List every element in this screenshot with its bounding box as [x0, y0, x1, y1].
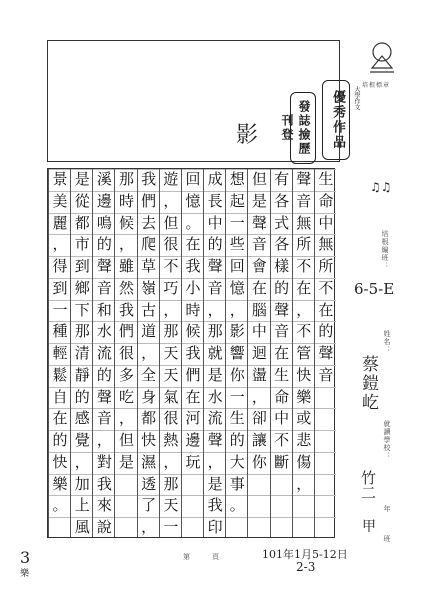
essay-char: 說 [96, 518, 112, 537]
essay-char: 是 [207, 474, 223, 493]
grid-cell [271, 474, 292, 496]
essay-char: 腦 [251, 300, 267, 319]
essay-char: 的 [96, 235, 112, 254]
grid-cell [49, 517, 70, 539]
essay-char: 加 [74, 474, 90, 493]
essay-char: ， [163, 452, 179, 471]
essay-char: 那 [119, 170, 135, 188]
essay-column [314, 169, 336, 537]
essay-char: 聲 [207, 431, 223, 450]
essay-char: 們 [119, 322, 135, 341]
essay-char: 中 [251, 322, 267, 341]
essay-char: 回 [185, 170, 201, 188]
essay-column [70, 169, 92, 537]
essay-char: 式 [274, 213, 290, 232]
essay-char: 不 [163, 257, 179, 276]
essay-char: 候 [119, 213, 135, 232]
essay-char: 大 [229, 452, 245, 471]
essay-char: 會 [251, 257, 267, 276]
essay-char: 的 [96, 365, 112, 384]
essay-char: 然 [119, 278, 135, 297]
essay-char: 樣 [274, 257, 290, 276]
essay-char: 聲 [207, 257, 223, 276]
essay-column [159, 169, 181, 537]
essay-char: 聲 [251, 213, 267, 232]
grid-cell [248, 474, 269, 496]
essay-char: 全 [141, 365, 157, 384]
essay-char: 上 [74, 496, 90, 515]
essay-char: ， [207, 300, 223, 319]
essay-char: 那 [207, 322, 223, 341]
essay-char: 到 [74, 257, 90, 276]
essay-char: 很 [119, 344, 135, 363]
essay-char: 那 [74, 322, 90, 341]
essay-char: 遊 [163, 170, 179, 188]
essay-char: 是 [119, 452, 135, 471]
essay-char: 無 [318, 235, 334, 254]
essay-char: 一 [229, 387, 245, 406]
grade-label: 年 [383, 505, 391, 513]
essay-column [270, 169, 292, 537]
essay-char: 命 [318, 191, 334, 210]
essay-char: 爬 [141, 235, 157, 254]
essay-char: 巧 [163, 278, 179, 297]
essay-char: 命 [274, 387, 290, 406]
essay-column [225, 169, 247, 537]
school-label: 就讀學校： [383, 420, 391, 460]
essay-char: 音 [96, 409, 112, 428]
essay-column [247, 169, 269, 537]
essay-char: 生 [274, 365, 290, 384]
essay-char: 。 [229, 496, 245, 515]
essay-char: 多 [119, 365, 135, 384]
stamp-sub: 大學作文 [353, 86, 360, 110]
grid-cell [226, 517, 247, 539]
essay-char: 聲 [274, 300, 290, 319]
essay-char: 種 [52, 322, 68, 341]
grid-cell [115, 474, 136, 496]
essay-column [203, 169, 225, 537]
essay-char: 時 [185, 300, 201, 319]
grid-cell [315, 408, 336, 430]
class-suffix: 班 [383, 535, 391, 543]
essay-char: ， [163, 191, 179, 210]
essay-char: 管 [296, 344, 312, 363]
essay-char: 麗 [52, 213, 68, 232]
essay-char: 的 [274, 278, 290, 297]
page-suffix: 頁 [212, 553, 220, 561]
essay-char: 聲 [318, 344, 334, 363]
essay-char: 憶 [229, 278, 245, 297]
essay-char: 鬆 [52, 365, 68, 384]
essay-char: 古 [141, 300, 157, 319]
essay-char: 身 [141, 387, 157, 406]
essay-char: 音 [274, 322, 290, 341]
essay-char: 快 [141, 431, 157, 450]
essay-char: 或 [296, 409, 312, 428]
essay-char: 但 [163, 213, 179, 232]
essay-char: 很 [163, 235, 179, 254]
essay-char: 候 [185, 322, 201, 341]
essay-char: ， [207, 452, 223, 471]
record-stamp [362, 38, 402, 78]
essay-char: 影 [229, 322, 245, 341]
essay-column [292, 169, 314, 537]
essay-char: 印 [207, 518, 223, 537]
essay-char: 那 [163, 474, 179, 493]
essay-char: 氣 [163, 387, 179, 406]
essay-char: 所 [296, 235, 312, 254]
essay-char: 很 [163, 409, 179, 428]
essay-char: 流 [96, 344, 112, 363]
essay-char: 覺 [74, 431, 90, 450]
essay-char: ， [163, 300, 179, 319]
essay-char: 感 [74, 409, 90, 428]
school-value: 竹二 [359, 470, 377, 500]
essay-char: 一 [163, 518, 179, 537]
essay-char: 自 [52, 387, 68, 406]
grid-cell [293, 517, 314, 539]
grid-cell [315, 495, 336, 517]
essay-char: 起 [229, 191, 245, 210]
essay-char: 是 [207, 365, 223, 384]
essay-char: 快 [296, 365, 312, 384]
essay-char: 想 [229, 170, 245, 188]
essay-char: ， [119, 235, 135, 254]
essay-char: 的 [52, 431, 68, 450]
essay-char: 迴 [251, 344, 267, 363]
essay-char: 不 [274, 431, 290, 450]
essay-char: 那 [163, 322, 179, 341]
essay-char: 生 [318, 170, 334, 188]
essay-char: 流 [207, 409, 223, 428]
essay-char: 憶 [185, 191, 201, 210]
essay-char: 美 [52, 191, 68, 210]
essay-char: 音 [207, 278, 223, 297]
essay-char: 我 [185, 257, 201, 276]
essay-char: 河 [185, 409, 201, 428]
essay-char: ， [141, 344, 157, 363]
essay-char: 的 [318, 322, 334, 341]
essay-column [137, 169, 159, 537]
trophy-icon [362, 38, 402, 78]
essay-char: 傷 [296, 452, 312, 471]
essay-char: 是 [74, 170, 90, 188]
essay-char: 水 [207, 387, 223, 406]
essay-char: ， [296, 300, 312, 319]
essay-char: 聲 [296, 170, 312, 188]
essay-char: 你 [251, 452, 267, 471]
essay-char: 中 [207, 213, 223, 232]
page-label: 第 [183, 553, 191, 561]
essay-char: 小 [185, 278, 201, 297]
essay-char: 去 [141, 213, 157, 232]
essay-char: 不 [296, 322, 312, 341]
essay-char: 清 [74, 344, 90, 363]
grid-cell [271, 517, 292, 539]
essay-char: 邊 [185, 431, 201, 450]
date-text: 101年1月5-12日 [262, 548, 348, 561]
essay-char: 在 [185, 387, 201, 406]
essay-char: 音 [96, 278, 112, 297]
essay-char: 水 [96, 322, 112, 341]
essay-char: 天 [163, 344, 179, 363]
grid-cell [315, 387, 336, 409]
corner-mark: ♫♫ [370, 180, 392, 194]
essay-char: 靜 [74, 365, 90, 384]
essay-char: 中 [274, 409, 290, 428]
essay-char: ， [229, 300, 245, 319]
grid-cell [293, 495, 314, 517]
essay-char: 景 [52, 170, 68, 188]
grid-cell [271, 495, 292, 517]
essay-char: 斷 [274, 452, 290, 471]
grid-cell [182, 474, 203, 496]
essay-char: 濕 [141, 452, 157, 471]
essay-char: ， [141, 518, 157, 537]
essay-char: ， [74, 452, 90, 471]
essay-char: 讓 [251, 431, 267, 450]
essay-char: 聲 [96, 387, 112, 406]
class-label: 培根編班： [381, 230, 389, 270]
essay-char: 的 [229, 431, 245, 450]
essay-char: 但 [251, 170, 267, 188]
essay-char: 從 [74, 191, 90, 210]
essay-char: 在 [52, 409, 68, 428]
name-value: 蔡鎧屹 [358, 355, 378, 412]
essay-char: 都 [141, 409, 157, 428]
essay-char: 。 [185, 213, 201, 232]
essay-char: 卻 [251, 409, 267, 428]
date-code: 2-3 [296, 560, 316, 574]
grid-cell [182, 495, 203, 517]
essay-column [181, 169, 203, 537]
essay-char: 市 [74, 235, 90, 254]
grid-cell [248, 495, 269, 517]
essay-char: 下 [74, 300, 90, 319]
essay-char: 無 [296, 213, 312, 232]
essay-char: ， [119, 409, 135, 428]
essay-char: 有 [274, 170, 290, 188]
essay-char: 在 [251, 278, 267, 297]
essay-char: 不 [318, 278, 334, 297]
essay-char: 熱 [163, 431, 179, 450]
essay-char: 得 [52, 257, 68, 276]
essay-char: 來 [96, 496, 112, 515]
name-label: 姓名： [383, 330, 391, 354]
essay-char: 事 [229, 474, 245, 493]
essay-char: 雖 [119, 257, 135, 276]
essay-char: 樂 [296, 387, 312, 406]
essay-char: 回 [229, 257, 245, 276]
essay-char: 道 [141, 322, 157, 341]
essay-char: 們 [185, 365, 201, 384]
essay-column [48, 169, 70, 537]
essay-char: 到 [52, 278, 68, 297]
essay-char: 玩 [185, 452, 201, 471]
essay-char: 各 [274, 191, 290, 210]
essay-char: 我 [207, 496, 223, 515]
essay-column [114, 169, 136, 537]
essay-char: 們 [141, 191, 157, 210]
essay-char: 草 [141, 257, 157, 276]
essay-char: 你 [229, 365, 245, 384]
essay-char: 嶺 [141, 278, 157, 297]
essay-char: 音 [318, 365, 334, 384]
excellent-work-stamp: 優秀作品 [322, 80, 350, 160]
essay-char: 吃 [119, 387, 135, 406]
essay-char: 在 [274, 344, 290, 363]
essay-char: 在 [318, 300, 334, 319]
essay-char: 了 [141, 496, 157, 515]
corner-small: 樂 [20, 569, 30, 579]
review-sign: 影 [236, 123, 259, 148]
essay-char: 溪 [96, 170, 112, 188]
record-label: 培根標章 [362, 82, 391, 89]
essay-char: 我 [119, 300, 135, 319]
essay-column [92, 169, 114, 537]
essay-char: 成 [207, 170, 223, 188]
essay-char: 些 [229, 235, 245, 254]
essay-char: 天 [163, 365, 179, 384]
corner-number: 3 [20, 548, 31, 567]
class-value: 6-5-E [354, 280, 395, 298]
essay-grid [47, 168, 335, 538]
essay-char: 的 [207, 235, 223, 254]
essay-char: 和 [96, 300, 112, 319]
essay-char: ， [296, 474, 312, 493]
essay-char: 就 [207, 344, 223, 363]
essay-char: 長 [207, 191, 223, 210]
essay-char: 中 [318, 213, 334, 232]
essay-char: 鳴 [96, 213, 112, 232]
essay-char: 的 [74, 387, 90, 406]
essay-char: 是 [251, 191, 267, 210]
essay-char: 一 [229, 213, 245, 232]
essay-char: 但 [119, 431, 135, 450]
essay-char: 風 [74, 518, 90, 537]
essay-char: 時 [119, 191, 135, 210]
essay-char: 生 [229, 409, 245, 428]
essay-char: 各 [274, 235, 290, 254]
essay-char: 音 [296, 191, 312, 210]
essay-char: ， [96, 431, 112, 450]
essay-char: 邊 [96, 191, 112, 210]
grid-cell [315, 474, 336, 496]
essay-char: 聲 [96, 257, 112, 276]
grid-cell [115, 495, 136, 517]
essay-char: 悲 [296, 431, 312, 450]
essay-char: 鄉 [74, 278, 90, 297]
essay-char: 天 [163, 496, 179, 515]
grid-cell [315, 452, 336, 474]
essay-char: 我 [96, 474, 112, 493]
approval-stamp: 發誌撿歷刊登 [290, 92, 316, 164]
essay-char: 對 [96, 452, 112, 471]
essay-char: 在 [296, 278, 312, 297]
essay-char: 音 [251, 235, 267, 254]
grid-cell [315, 517, 336, 539]
essay-char: 。 [52, 496, 68, 515]
essay-char: 輕 [52, 344, 68, 363]
essay-char: 快 [52, 452, 68, 471]
essay-char: 不 [296, 257, 312, 276]
grid-cell [315, 430, 336, 452]
essay-char: ， [251, 387, 267, 406]
grade-value: 甲 [362, 519, 376, 535]
essay-char: 所 [318, 257, 334, 276]
grid-cell [182, 517, 203, 539]
essay-char: 透 [141, 474, 157, 493]
essay-char: 我 [185, 344, 201, 363]
grid-cell [115, 517, 136, 539]
essay-char: ， [52, 235, 68, 254]
essay-char: 盪 [251, 365, 267, 384]
essay-char: 一 [52, 300, 68, 319]
essay-char: 響 [229, 344, 245, 363]
grid-cell [248, 517, 269, 539]
essay-char: 在 [185, 235, 201, 254]
essay-char: 都 [74, 213, 90, 232]
essay-char: 我 [141, 170, 157, 188]
essay-char: 樂 [52, 474, 68, 493]
